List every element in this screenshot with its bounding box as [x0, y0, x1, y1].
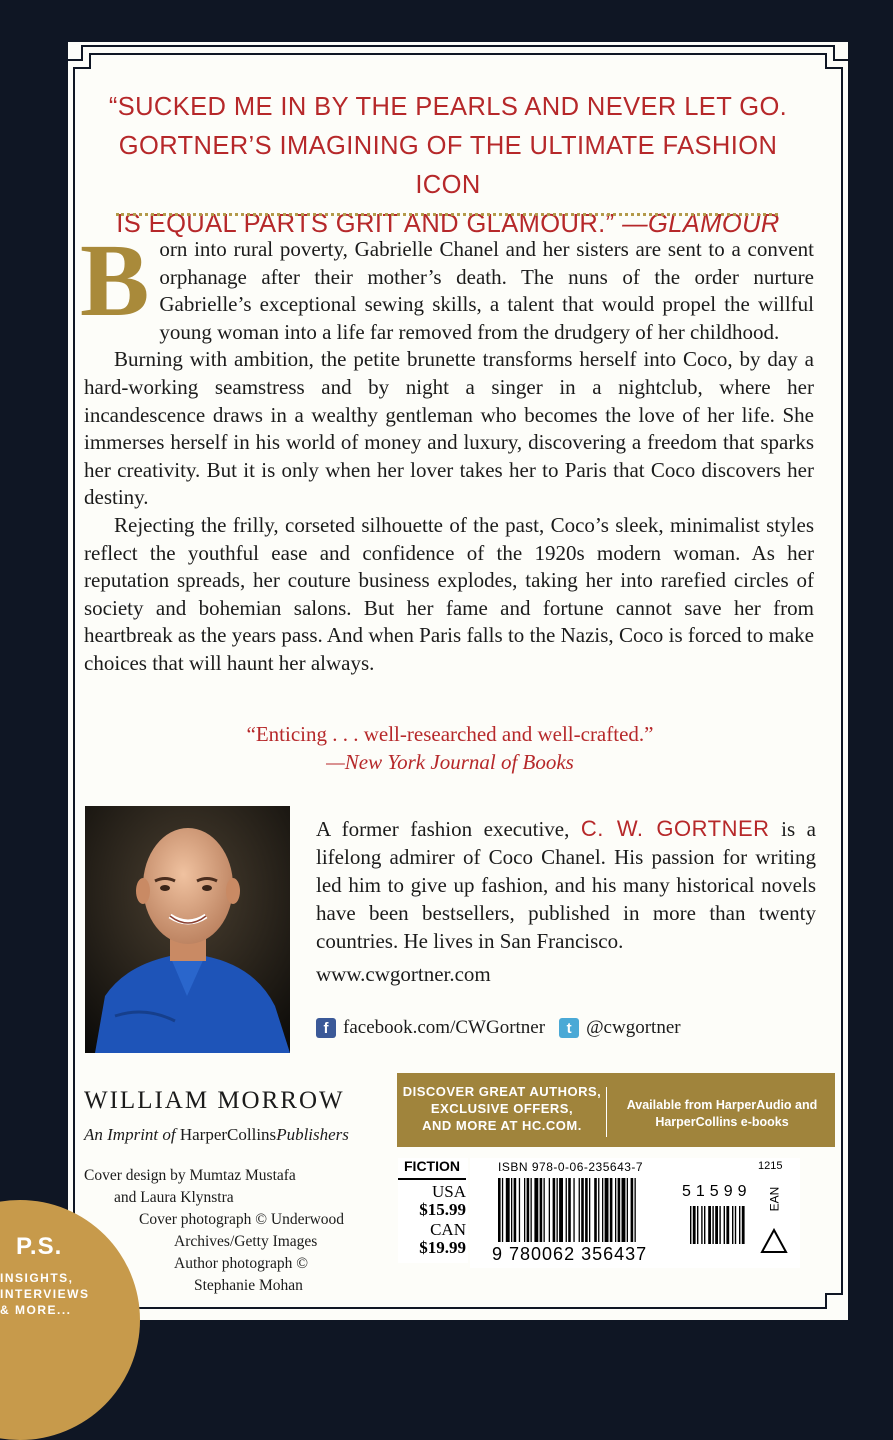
barcode-bar [579, 1178, 580, 1242]
ean-label: EAN [767, 1186, 782, 1212]
barcode-bar [581, 1178, 584, 1242]
barcode-bar [527, 1178, 530, 1242]
author-name: C. W. GORTNER [580, 816, 770, 841]
top-quote-source: —GLAMOUR [622, 210, 780, 238]
addon-bar [742, 1206, 745, 1244]
promo-banner [397, 1073, 835, 1147]
addon-bar [697, 1206, 698, 1244]
barcode-bar [557, 1178, 558, 1242]
addon-bar [693, 1206, 696, 1244]
usa-price: $15.99 [419, 1200, 466, 1219]
addon-bar [708, 1206, 711, 1244]
barcode-bar [549, 1178, 550, 1242]
top-quote-line: “SUCKED ME IN BY THE PEARLS AND NEVER LET GO. [108, 93, 788, 121]
credit-line: Author photograph © [174, 1255, 309, 1272]
top-quote-line: IS EQUAL PARTS GRIT AND GLAMOUR.” —GLAMOUR [116, 210, 780, 238]
barcode-bar [559, 1178, 563, 1242]
isbn-digits: 9 780062 356437 [492, 1244, 648, 1264]
endorsement [150, 720, 750, 776]
isbn-text: ISBN 978-0-06-235643-7 [498, 1160, 644, 1174]
barcode-bar [585, 1178, 588, 1242]
top-quote-line: GORTNER’S IMAGINING OF THE ULTIMATE FASHION ICON [118, 132, 778, 199]
can-price: $19.99 [419, 1238, 466, 1257]
addon-bar [715, 1206, 718, 1244]
addon-bar [735, 1206, 736, 1244]
author-website-link[interactable]: www.cwgortner.com [316, 962, 491, 986]
price-box [398, 1158, 468, 1263]
barcode-bar [566, 1178, 567, 1242]
can-label: CAN [430, 1220, 466, 1239]
promo-right: Available from HarperAudio and HarperCollins e-books [626, 1098, 818, 1129]
barcode-bar [622, 1178, 626, 1242]
dotted-divider [116, 213, 778, 216]
barcode-bar [502, 1178, 503, 1242]
synopsis-paragraph: Rejecting the frilly, corseted silhouette of the past, Coco’s sleek, minimalist styles reflect the youthful ease and confidence of the 1920s modern woman. As her reputation spreads, her couture business explodes, taking her into rarefied circles of society and bohemian salons. But her fame and fortune cannot save her from heartbreak as the years pass. And when Paris falls to the Nazis, Coco is forced to make choices that will haunt her always. [84, 512, 814, 675]
author-photo [85, 806, 290, 1053]
print-code: 1215 [758, 1160, 783, 1172]
barcode-bar [524, 1178, 525, 1242]
credit-line: and Laura Klynstra [114, 1189, 234, 1206]
barcode-bar [568, 1178, 571, 1242]
addon-bar [724, 1206, 725, 1244]
barcode-bar [514, 1178, 517, 1242]
promo-left: DISCOVER GREAT AUTHORS, EXCLUSIVE OFFERS, AND MORE AT HC.COM. [402, 1084, 602, 1133]
synopsis-paragraph: Born into rural poverty, Gabrielle Chanel and her sisters are sent to a convent orphanage after their mother’s death. The nuns of the order nurture Gabrielle’s exceptional sewing skills, a talent that would propel the willful young woman into a life far removed from the drudgery of her childhood. [80, 223, 814, 344]
barcode-bar [602, 1178, 603, 1242]
endorsement-quote: “Enticing . . . well-researched and well-crafted.” [246, 722, 654, 746]
twitter-icon: t [559, 1018, 579, 1038]
barcode-bar [605, 1178, 609, 1242]
social-links [316, 1017, 681, 1039]
barcode-bar [506, 1178, 510, 1242]
barcode-bar [631, 1178, 634, 1242]
top-quote [90, 88, 806, 244]
barcode-bar [498, 1178, 501, 1242]
addon-bar [712, 1206, 713, 1244]
barcode-bar [589, 1178, 590, 1242]
facebook-icon: f [316, 1018, 336, 1038]
addon-bar [704, 1206, 705, 1244]
barcode-bar [534, 1178, 538, 1242]
credit-line: Stephanie Mohan [194, 1277, 303, 1294]
addon-bar [719, 1206, 720, 1244]
synopsis-paragraph: Burning with ambition, the petite brunette transforms herself into Coco, by day a hard-working seamstress and by night a singer in a nightclub, where her incandescence draws in a wealthy gentleman who becomes the love of her life. She immerses herself in his world of money and luxury, discovering a freedom that sparks her creativity. But it is only when her lover takes her to Paris that Coco discovers her destiny. [84, 347, 814, 510]
addon-bar [739, 1206, 740, 1244]
barcode-bar [615, 1178, 616, 1242]
barcode-bar [573, 1178, 574, 1242]
addon-bar [732, 1206, 733, 1244]
publisher-name: WILLIAM MORROW [84, 1087, 345, 1114]
barcode [470, 1158, 800, 1268]
barcode-bar [610, 1178, 613, 1242]
drop-cap: B [80, 223, 150, 338]
barcode-bar [511, 1178, 512, 1242]
barcode-bar [540, 1178, 543, 1242]
barcode-bar [519, 1178, 520, 1242]
credit-line: Archives/Getty Images [174, 1233, 318, 1250]
addon-bar [726, 1206, 729, 1244]
addon-bar [701, 1206, 702, 1244]
barcode-bar [544, 1178, 545, 1242]
ps-subtitle: INSIGHTS, INTERVIEWS & MORE... [0, 1271, 90, 1317]
endorsement-source: —New York Journal of Books [326, 750, 574, 774]
twitter-link[interactable]: @cwgortner [586, 1017, 681, 1038]
credit-line: Cover photograph © Underwood [139, 1211, 345, 1228]
barcode-bar [618, 1178, 621, 1242]
publisher-imprint: An Imprint of HarperCollinsPublishers [84, 1125, 349, 1144]
barcode-bar [627, 1178, 628, 1242]
usa-label: USA [431, 1182, 466, 1201]
genre-label: FICTION [398, 1158, 466, 1180]
barcode-bar [531, 1178, 532, 1242]
barcode-bar [594, 1178, 597, 1242]
barcode-bar [635, 1178, 636, 1242]
credit-line: Cover design by Mumtaz Mustafa [84, 1167, 296, 1184]
banner-divider [606, 1087, 607, 1137]
addon-digits: 51599 [682, 1183, 752, 1200]
barcode-bar [553, 1178, 556, 1242]
triangle-icon [760, 1228, 788, 1254]
addon-bar [690, 1206, 691, 1244]
ps-title: P.S. [16, 1233, 63, 1260]
author-bio: A former fashion executive, C. W. GORTNER is a lifelong admirer of Coco Chanel. His passion for writing led him to give up fashion, and his many historical novels have been bestsellers, published in more than twenty countries. He lives in San Francisco. [316, 816, 816, 953]
barcode-bar [598, 1178, 599, 1242]
facebook-link[interactable]: facebook.com/CWGortner [343, 1017, 546, 1038]
